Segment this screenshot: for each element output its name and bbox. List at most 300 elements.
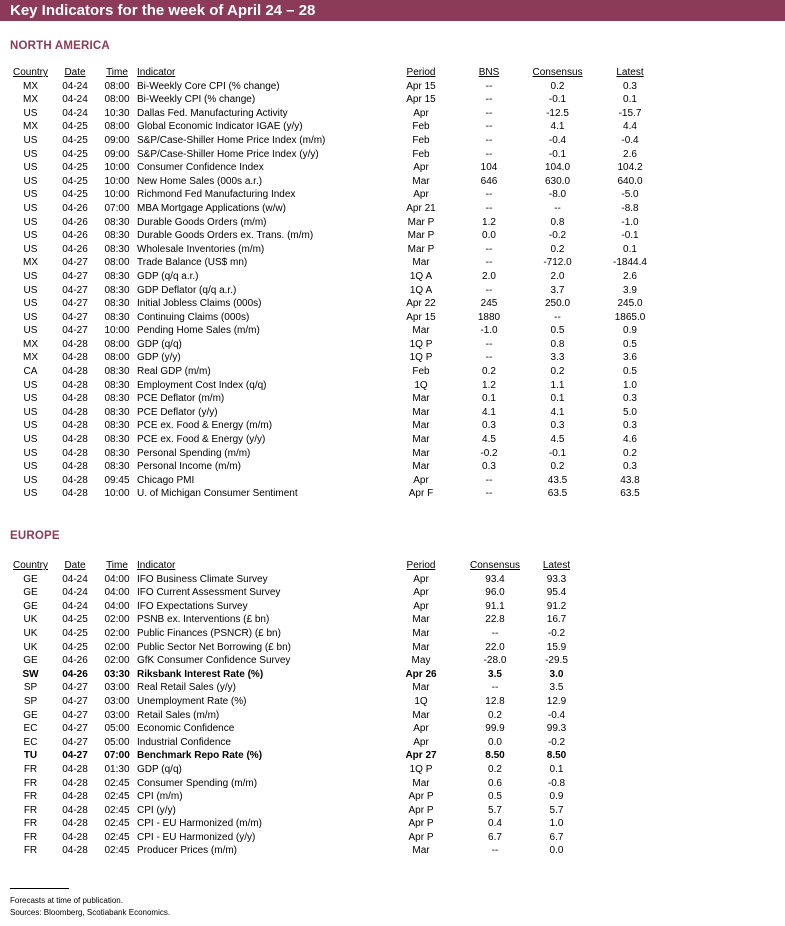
cell-country: UK (23, 614, 38, 626)
cell-latest: 2.6 (623, 270, 637, 282)
table-row (8, 460, 658, 474)
footnote-sources: Sources: Bloomberg, Scotiabank Economics. (10, 908, 171, 917)
table-row (8, 641, 588, 655)
cell-indicator: GfK Consumer Confidence Survey (137, 655, 291, 667)
cell-indicator: Producer Prices (m/m) (137, 845, 238, 857)
cell-time: 10:00 (104, 162, 130, 174)
cell-consensus: 3.5 (488, 668, 502, 680)
cell-time: 08:30 (104, 366, 130, 378)
cell-country: US (23, 447, 38, 459)
cell-indicator: Real Retail Sales (y/y) (137, 682, 236, 694)
table-header-row (8, 66, 658, 80)
cell-bns: 245 (480, 298, 498, 310)
cell-latest: 0.2 (623, 447, 637, 459)
cell-period: 1Q P (409, 338, 433, 350)
cell-latest: 2.6 (623, 148, 637, 160)
cell-period: Apr (413, 107, 429, 119)
cell-latest: 0.0 (549, 845, 564, 857)
cell-bns: -- (485, 488, 493, 500)
cell-country: US (23, 298, 38, 310)
cell-country: FR (23, 791, 38, 803)
cell-country: MX (23, 352, 38, 364)
cell-country: US (23, 202, 38, 214)
cell-time: 09:00 (104, 134, 130, 146)
cell-indicator: PCE Deflator (m/m) (137, 393, 225, 405)
cell-period: Apr (413, 600, 429, 612)
cell-bns: 4.1 (482, 406, 496, 418)
cell-latest: 0.3 (623, 80, 637, 92)
cell-latest: 6.7 (549, 831, 564, 843)
cell-latest: -1.0 (621, 216, 639, 228)
cell-indicator: PCE ex. Food & Energy (m/m) (137, 420, 273, 432)
cell-consensus: 0.2 (550, 366, 565, 378)
cell-latest: 1865.0 (614, 311, 646, 323)
cell-latest: 3.5 (549, 682, 564, 694)
cell-period: Mar (412, 614, 430, 626)
cell-indicator: IFO Expectations Survey (137, 600, 248, 612)
table-row (8, 573, 588, 587)
cell-date: 04-26 (62, 230, 88, 242)
section-title-europe: EUROPE (10, 530, 60, 542)
cell-country: UK (23, 627, 38, 639)
cell-consensus: 2.0 (550, 270, 565, 282)
cell-country: US (23, 216, 38, 228)
table-row (8, 216, 658, 230)
cell-date: 04-28 (62, 352, 88, 364)
cell-time: 03:00 (104, 682, 130, 694)
cell-country: GE (23, 655, 38, 667)
cell-indicator: S&P/Case-Shiller Home Price Index (m/m) (137, 134, 326, 146)
cell-period: Mar (412, 777, 430, 789)
cell-period: Feb (412, 121, 430, 133)
cell-country: US (23, 284, 38, 296)
table-row (8, 338, 658, 352)
col-header-consensus: Consensus (532, 67, 583, 78)
cell-latest: 640.0 (617, 175, 643, 187)
cell-time: 08:30 (104, 311, 130, 323)
cell-country: GE (23, 573, 38, 585)
cell-consensus: 3.3 (550, 352, 565, 364)
cell-time: 02:45 (104, 791, 130, 803)
cell-country: EC (23, 723, 38, 735)
cell-latest: -0.2 (547, 736, 566, 748)
col-header-latest: Latest (542, 560, 571, 571)
cell-consensus: 22.0 (485, 641, 505, 653)
table-row (8, 627, 588, 641)
cell-period: Mar P (407, 230, 435, 242)
cell-consensus: 6.7 (488, 831, 502, 843)
cell-latest: -0.4 (547, 709, 566, 721)
north-america-table (8, 66, 658, 501)
cell-indicator: GDP (q/q a.r.) (137, 270, 199, 282)
cell-indicator: Continuing Claims (000s) (137, 311, 250, 323)
cell-indicator: CPI (y/y) (137, 804, 176, 816)
cell-date: 04-28 (62, 434, 88, 446)
cell-date: 04-28 (62, 488, 88, 500)
cell-latest: 0.3 (623, 420, 637, 432)
section-title-north-america: NORTH AMERICA (10, 40, 110, 52)
cell-time: 08:00 (104, 338, 130, 350)
table-row (8, 134, 658, 148)
cell-time: 04:00 (104, 600, 130, 612)
table-row (8, 817, 588, 831)
cell-period: Apr (413, 474, 429, 486)
cell-consensus: 96.0 (485, 587, 505, 599)
cell-latest: 63.5 (620, 488, 640, 500)
table-row (8, 229, 658, 243)
cell-time: 08:00 (104, 352, 130, 364)
cell-country: FR (23, 818, 38, 830)
cell-consensus: -0.1 (548, 94, 567, 106)
cell-time: 04:00 (104, 587, 130, 599)
cell-period: Mar (412, 175, 430, 187)
table-row (8, 161, 658, 175)
table-row (8, 202, 658, 216)
cell-indicator: CPI - EU Harmonized (m/m) (137, 818, 263, 830)
cell-consensus: 0.5 (550, 325, 565, 337)
table-row (8, 419, 658, 433)
cell-consensus: 63.5 (547, 488, 568, 500)
cell-consensus: 250.0 (544, 298, 571, 310)
cell-country: US (23, 270, 38, 282)
cell-bns: -- (485, 257, 493, 269)
table-row (8, 736, 588, 750)
cell-latest: -0.2 (547, 627, 566, 639)
cell-date: 04-28 (62, 474, 88, 486)
table-row (8, 297, 658, 311)
cell-period: 1Q P (409, 352, 433, 364)
cell-indicator: S&P/Case-Shiller Home Price Index (y/y) (137, 148, 319, 160)
table-row (8, 80, 658, 94)
cell-indicator: IFO Current Assessment Survey (137, 587, 281, 599)
cell-indicator: Pending Home Sales (m/m) (137, 325, 260, 337)
cell-indicator: Wholesale Inventories (m/m) (137, 243, 265, 255)
cell-latest: 245.0 (617, 298, 643, 310)
cell-indicator: MBA Mortgage Applications (w/w) (137, 202, 286, 214)
cell-consensus: -8.0 (548, 189, 567, 201)
cell-consensus: 4.5 (550, 434, 565, 446)
table-row (8, 749, 588, 763)
cell-bns: -- (485, 189, 493, 201)
cell-consensus: 0.0 (488, 736, 502, 748)
cell-date: 04-27 (62, 709, 88, 721)
cell-consensus: 22.8 (485, 614, 505, 626)
cell-bns: 0.3 (482, 420, 496, 432)
cell-latest: 99.3 (546, 723, 567, 735)
table-row (8, 243, 658, 257)
cell-indicator: Retail Sales (m/m) (137, 709, 220, 721)
cell-time: 10:00 (104, 488, 130, 500)
col-header-indicator: Indicator (137, 560, 176, 571)
cell-period: 1Q (414, 379, 428, 391)
table-row (8, 324, 658, 338)
cell-period: Apr 21 (406, 202, 436, 214)
col-header-time: Time (106, 560, 128, 571)
cell-time: 05:00 (104, 723, 130, 735)
cell-latest: 0.5 (623, 366, 637, 378)
cell-country: GE (23, 709, 38, 721)
cell-date: 04-26 (62, 655, 88, 667)
cell-country: MX (23, 121, 38, 133)
table-row (8, 406, 658, 420)
cell-country: TU (23, 750, 38, 762)
table-row (8, 256, 658, 270)
cell-country: US (23, 189, 38, 201)
cell-indicator: Chicago PMI (137, 474, 195, 486)
cell-latest: 1.0 (623, 379, 637, 391)
cell-period: Mar (412, 461, 430, 473)
cell-latest: 3.6 (623, 352, 637, 364)
cell-time: 08:30 (104, 420, 130, 432)
cell-date: 04-28 (62, 393, 88, 405)
cell-bns: -- (485, 134, 493, 146)
cell-indicator: GDP (q/q) (137, 763, 182, 775)
cell-bns: -- (485, 94, 493, 106)
cell-bns: -- (485, 121, 493, 133)
cell-date: 04-27 (62, 736, 88, 748)
cell-indicator: Bi-Weekly Core CPI (% change) (137, 80, 280, 92)
cell-period: 1Q (414, 695, 428, 707)
table-row (8, 600, 588, 614)
cell-indicator: PCE ex. Food & Energy (y/y) (137, 434, 266, 446)
cell-period: Apr (413, 736, 429, 748)
cell-time: 02:45 (104, 777, 130, 789)
cell-date: 04-25 (62, 189, 88, 201)
cell-indicator: Durable Goods Orders ex. Trans. (m/m) (137, 230, 314, 242)
cell-consensus: 0.1 (550, 393, 565, 405)
cell-latest: 3.9 (623, 284, 637, 296)
cell-latest: 0.3 (623, 461, 637, 473)
cell-indicator: New Home Sales (000s a.r.) (137, 175, 263, 187)
cell-country: MX (23, 80, 38, 92)
footnote-divider (10, 888, 69, 889)
cell-period: Mar P (407, 243, 435, 255)
cell-country: US (23, 474, 38, 486)
cell-indicator: U. of Michigan Consumer Sentiment (137, 488, 298, 500)
cell-latest: -1844.4 (613, 257, 647, 269)
cell-country: US (23, 148, 38, 160)
cell-latest: 0.9 (549, 791, 564, 803)
cell-period: Mar (412, 627, 430, 639)
cell-time: 08:00 (104, 80, 130, 92)
cell-date: 04-25 (62, 641, 88, 653)
cell-consensus: 3.7 (550, 284, 565, 296)
cell-time: 10:00 (104, 189, 130, 201)
cell-consensus: 8.50 (485, 750, 505, 762)
table-row (8, 681, 588, 695)
cell-indicator: Industrial Confidence (137, 736, 231, 748)
cell-period: Apr 26 (405, 668, 437, 680)
table-row (8, 668, 588, 682)
table-row (8, 790, 588, 804)
page-title: Key Indicators for the week of April 24 – 28 (10, 2, 316, 19)
cell-country: US (23, 175, 38, 187)
table-row (8, 175, 658, 189)
cell-consensus: 99.9 (485, 723, 505, 735)
cell-latest: 4.4 (623, 121, 637, 133)
cell-time: 09:45 (104, 474, 130, 486)
cell-period: Mar (412, 393, 430, 405)
cell-latest: 3.0 (549, 668, 564, 680)
cell-consensus: -- (554, 202, 561, 214)
cell-date: 04-28 (62, 406, 88, 418)
cell-time: 10:00 (104, 325, 130, 337)
table-row (8, 379, 658, 393)
cell-time: 08:30 (104, 447, 130, 459)
table-row (8, 365, 658, 379)
cell-indicator: Public Sector Net Borrowing (£ bn) (137, 641, 291, 653)
cell-period: Apr (413, 723, 429, 735)
cell-country: US (23, 243, 38, 255)
cell-indicator: IFO Business Climate Survey (137, 573, 268, 585)
cell-indicator: CPI (m/m) (137, 791, 183, 803)
col-header-bns: BNS (478, 67, 500, 78)
cell-latest: 5.7 (549, 804, 564, 816)
cell-consensus: 5.7 (488, 804, 502, 816)
cell-date: 04-26 (62, 668, 88, 680)
cell-indicator: Consumer Spending (m/m) (137, 777, 258, 789)
cell-date: 04-24 (62, 587, 88, 599)
cell-date: 04-25 (62, 627, 88, 639)
cell-country: FR (23, 777, 38, 789)
cell-time: 10:00 (104, 175, 130, 187)
table-row (8, 804, 588, 818)
cell-consensus: -- (491, 627, 499, 639)
cell-period: Feb (412, 134, 430, 146)
cell-date: 04-24 (62, 107, 88, 119)
cell-country: EC (23, 736, 38, 748)
table-row (8, 447, 658, 461)
cell-consensus: 4.1 (550, 406, 565, 418)
cell-latest: -15.7 (618, 107, 642, 119)
cell-bns: -- (485, 80, 493, 92)
cell-consensus: -- (491, 682, 499, 694)
cell-date: 04-27 (62, 682, 88, 694)
cell-time: 02:45 (104, 831, 130, 843)
cell-latest: 4.6 (623, 434, 637, 446)
cell-date: 04-24 (62, 600, 88, 612)
cell-date: 04-24 (62, 94, 88, 106)
cell-period: Mar (412, 257, 430, 269)
cell-bns: -- (485, 148, 493, 160)
table-row (8, 695, 588, 709)
cell-period: 1Q P (409, 763, 433, 775)
cell-date: 04-28 (62, 379, 88, 391)
cell-indicator: Trade Balance (US$ mn) (137, 257, 248, 269)
table-row (8, 392, 658, 406)
cell-country: FR (23, 763, 38, 775)
table-row (8, 709, 588, 723)
table-row (8, 831, 588, 845)
cell-bns: 646 (480, 175, 498, 187)
cell-latest: 0.1 (623, 94, 637, 106)
cell-consensus: 0.2 (488, 709, 502, 721)
cell-date: 04-28 (62, 804, 88, 816)
cell-bns: 0.0 (482, 230, 496, 242)
col-header-date: Date (64, 67, 86, 78)
cell-consensus: 12.8 (485, 695, 505, 707)
cell-period: Mar P (407, 216, 435, 228)
col-header-time: Time (106, 67, 128, 78)
cell-bns: 0.2 (482, 366, 496, 378)
table-row (8, 93, 658, 107)
cell-date: 04-28 (62, 366, 88, 378)
cell-country: SP (23, 682, 38, 694)
cell-period: Mar (412, 845, 430, 857)
cell-indicator: Benchmark Repo Rate (%) (137, 750, 263, 762)
cell-indicator: Employment Cost Index (q/q) (137, 379, 267, 391)
cell-latest: 93.3 (546, 573, 567, 585)
cell-country: MX (23, 338, 38, 350)
cell-period: 1Q A (409, 270, 433, 282)
cell-indicator: CPI - EU Harmonized (y/y) (137, 831, 256, 843)
cell-time: 08:30 (104, 461, 130, 473)
cell-time: 08:00 (104, 94, 130, 106)
cell-consensus: -- (491, 845, 499, 857)
cell-date: 04-28 (62, 461, 88, 473)
cell-indicator: GDP (q/q) (137, 338, 182, 350)
cell-period: Apr F (408, 488, 434, 500)
cell-period: Apr P (408, 791, 434, 803)
cell-time: 08:30 (104, 406, 130, 418)
cell-date: 04-28 (62, 338, 88, 350)
cell-consensus: 0.5 (488, 791, 502, 803)
cell-latest: 16.7 (546, 614, 567, 626)
cell-consensus: 0.3 (550, 420, 565, 432)
cell-latest: 0.3 (623, 393, 637, 405)
cell-latest: -0.4 (621, 134, 639, 146)
cell-period: Mar (412, 406, 430, 418)
cell-period: Mar (412, 325, 430, 337)
cell-consensus: -28.0 (483, 655, 507, 667)
cell-country: SW (22, 668, 39, 680)
cell-consensus: 93.4 (485, 573, 505, 585)
cell-bns: 1.2 (482, 216, 496, 228)
cell-bns: -- (485, 352, 493, 364)
cell-bns: -- (485, 474, 493, 486)
cell-consensus: 0.6 (488, 777, 502, 789)
table-row (8, 433, 658, 447)
cell-time: 07:00 (104, 202, 130, 214)
cell-country: US (23, 393, 38, 405)
cell-latest: 15.9 (546, 641, 567, 653)
cell-bns: -- (485, 338, 493, 350)
cell-indicator: Durable Goods Orders (m/m) (137, 216, 267, 228)
cell-time: 08:30 (104, 393, 130, 405)
cell-country: US (23, 134, 38, 146)
cell-date: 04-27 (62, 284, 88, 296)
cell-date: 04-28 (62, 818, 88, 830)
col-header-date: Date (64, 560, 86, 571)
cell-consensus: -0.2 (548, 230, 567, 242)
cell-consensus: 0.2 (550, 243, 565, 255)
cell-date: 04-28 (62, 447, 88, 459)
cell-date: 04-25 (62, 614, 88, 626)
table-row (8, 613, 588, 627)
col-header-country: Country (12, 560, 48, 571)
cell-period: Apr (413, 162, 429, 174)
cell-consensus: 630.0 (544, 175, 571, 187)
col-header-latest: Latest (616, 67, 644, 78)
europe-table (8, 559, 588, 858)
col-header-country: Country (12, 67, 48, 78)
cell-time: 02:00 (104, 627, 130, 639)
cell-bns: -0.2 (480, 447, 498, 459)
cell-latest: 95.4 (546, 587, 567, 599)
cell-indicator: GDP (y/y) (137, 352, 181, 364)
cell-time: 08:30 (104, 434, 130, 446)
cell-time: 02:00 (104, 655, 130, 667)
